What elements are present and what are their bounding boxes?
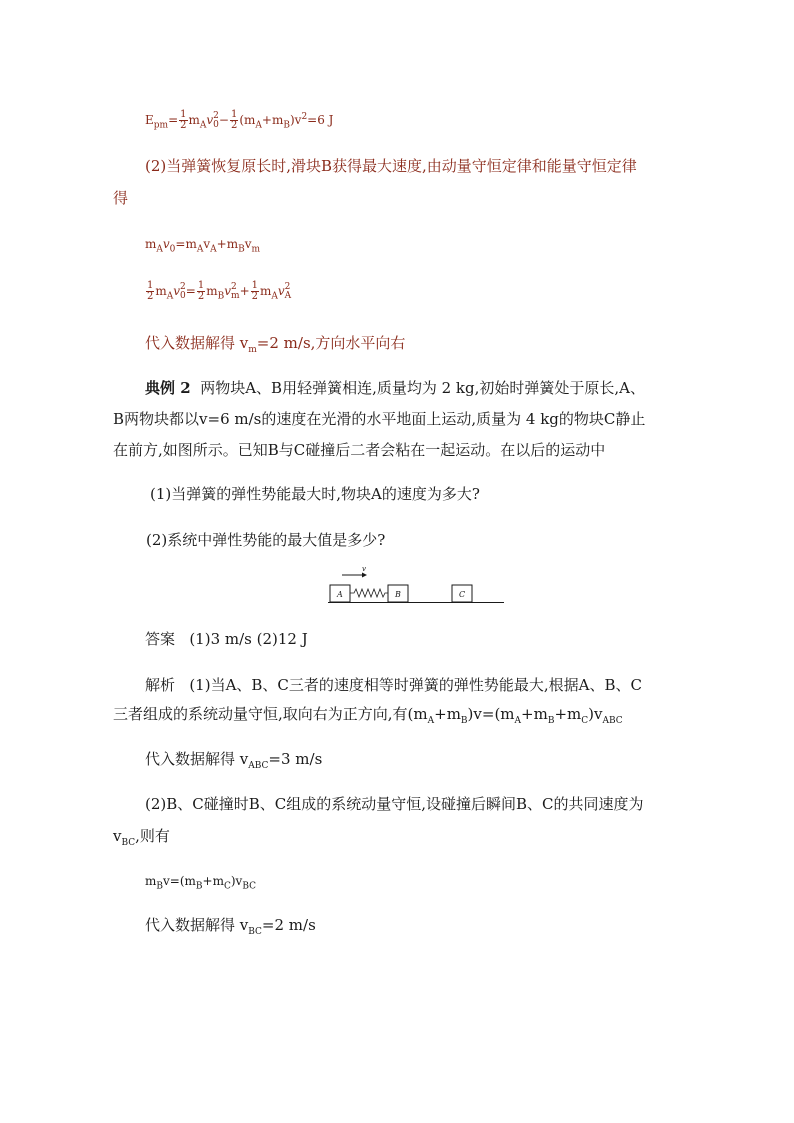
block-c-label: C [459, 590, 466, 599]
answer-label: 答案 [145, 630, 176, 648]
solution-vabc: 代入数据解得 $v_{ABC}=3$ m/s [145, 750, 323, 771]
example-label: 典例 2 [145, 379, 191, 397]
momentum-equation: $m_Av_0=m_Av_A+m_Bv_m$ [145, 237, 261, 255]
paragraph-q2-line2: 得 [113, 189, 129, 207]
part2-line1: (2)B、C碰撞时B、C组成的系统动量守恒,设碰撞后瞬间B、C的共同速度为 [145, 795, 644, 813]
spring [350, 589, 388, 597]
solution-vbc: 代入数据解得 $v_{BC}=2$ m/s [145, 916, 316, 937]
example-line1: 典例 2 两物块A、B用轻弹簧相连,质量均为 2 kg,初始时弹簧处于原长,A、 [145, 379, 645, 397]
example-line2: B两物块都以v=6 m/s的速度在光滑的水平地面上运动,质量为 4 kg的物块C静止 [113, 410, 646, 428]
block-b-label: B [395, 590, 401, 599]
analysis-line1: 解析 (1)当A、B、C三者的速度相等时弹簧的弹性势能最大,根据A、B、C [145, 676, 643, 694]
analysis-label: 解析 [145, 676, 176, 694]
analysis-line2: 三者组成的系统动量守恒,取向右为正方向,有$(m_A+m_B)v=(m_A+m_B+m_C)v_{ABC}$ [113, 705, 623, 726]
energy-equation: $E_{pm}=$ $\frac{1}{2}$ $m_Av$ 2 0 − $\frac{1}{2}$ $(m_A+m_B)v^2=6$ J [145, 109, 334, 131]
blocks-diagram [328, 563, 506, 607]
example-line3: 在前方,如图所示。已知B与C碰撞后二者会粘在一起运动。在以后的运动中 [113, 441, 606, 459]
arrow-head-icon [362, 573, 367, 578]
solution-vm: 代入数据解得 $v_m=2$ m/s,方向水平向右 [145, 334, 406, 355]
energy-conservation-equation: $\frac{1}{2}$ $m_Av$ 2 0 = $\frac{1}{2}$ $m_Bv$ 2 m + $\frac{1}{2}$ $m_Av$ 2 A [147, 280, 292, 302]
question-2: (2)系统中弹性势能的最大值是多少? [146, 531, 386, 549]
velocity-label: v [362, 565, 366, 573]
bc-momentum-equation: $m_Bv=(m_B+m_C)v_{BC}$ [145, 874, 257, 892]
block-a-label: A [337, 590, 343, 599]
question-1: (1)当弹簧的弹性势能最大时,物块A的速度为多大? [150, 485, 480, 503]
paragraph-q2-line1: (2)当弹簧恢复原长时,滑块B获得最大速度,由动量守恒定律和能量守恒定律 [145, 157, 637, 175]
part2-line2: $v_{BC}$,则有 [113, 827, 170, 848]
answer: 答案 (1)3 m/s (2)12 J [145, 630, 308, 648]
